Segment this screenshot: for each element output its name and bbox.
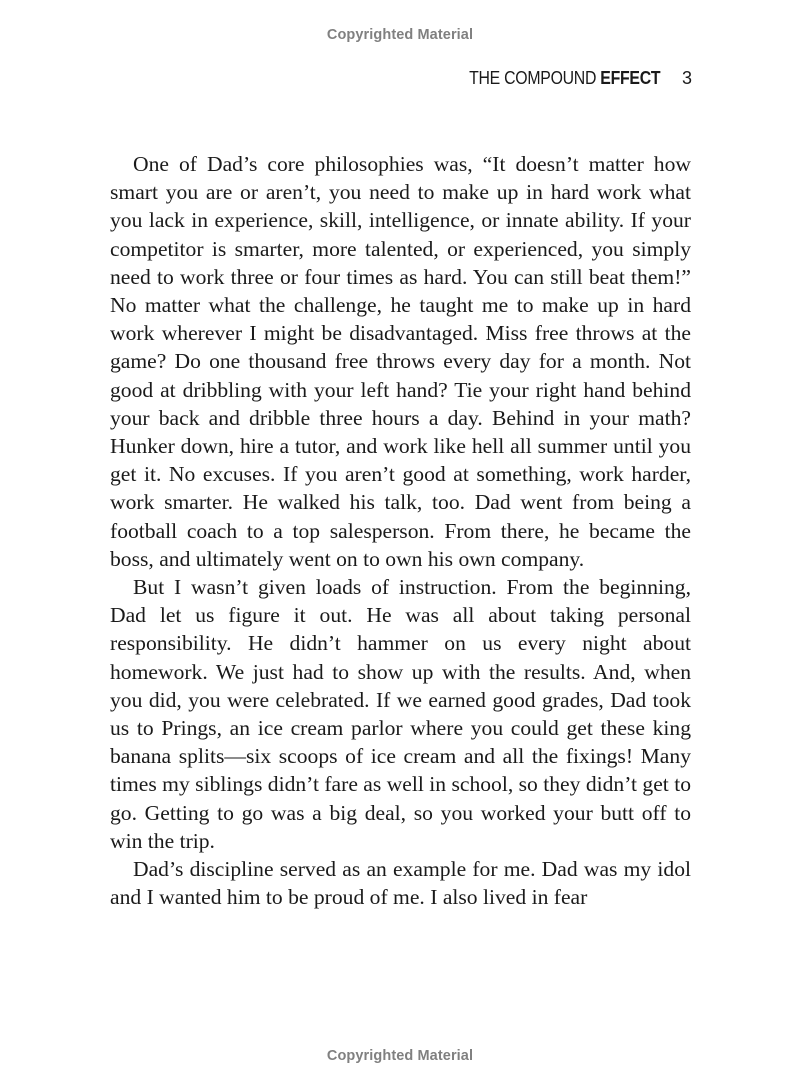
page-number: 3 — [681, 68, 692, 88]
paragraph-1: One of Dad’s core philosophies was, “It doesn’t matter how smart you are or aren’t, you need to make up in hard work what you lack in experience, skill, intelligence, or innate ability. If your competitor is smarter, more talented, or experienced, you simply need to work three or four times as hard. You can still beat them!” No matter what the challenge, he taught me to make up in hard work wherever I might be disadvantaged. Miss free throws at the game? Do one thousand free throws every day for a month. Not good at dribbling with your left hand? Tie your right hand behind your back and dribble three hours a day. Behind in your math? Hunker down, hire a tutor, and work like hell all summer until you get it. No excuses. If you aren’t good at something, work harder, work smarter. He walked his talk, too. Dad went from being a football coach to a top salesperson. From there, he became the boss, and ultimately went on to own his own company. — [110, 152, 691, 571]
running-head — [443, 68, 692, 89]
book-title-bold: EFFECT — [599, 68, 660, 88]
paragraph-2: But I wasn’t given loads of instruction. From the beginning, Dad let us figure it out. He was all about taking personal responsibility. He didn’t hammer on us every night about homework. We just had to show up with the results. And, when you did, you were celebrated. If we earned good grades, Dad took us to Prings, an ice cream parlor where you could get these king banana splits—six scoops of ice cream and all the fixings! Many times my siblings didn’t fare as well in school, so they didn’t get to go. Getting to go was a big deal, so you worked your butt off to win the trip. — [110, 575, 691, 853]
paragraph-3: Dad’s discipline served as an example for me. Dad was my idol and I wanted him to be proud of me. I also lived in fear — [110, 857, 691, 910]
copyright-watermark-top: Copyrighted Material — [326, 27, 474, 43]
book-title — [469, 68, 660, 89]
body-text — [110, 150, 691, 911]
copyright-watermark-bottom: Copyrighted Material — [326, 1048, 474, 1064]
book-title-regular: THE COMPOUND — [468, 68, 600, 88]
